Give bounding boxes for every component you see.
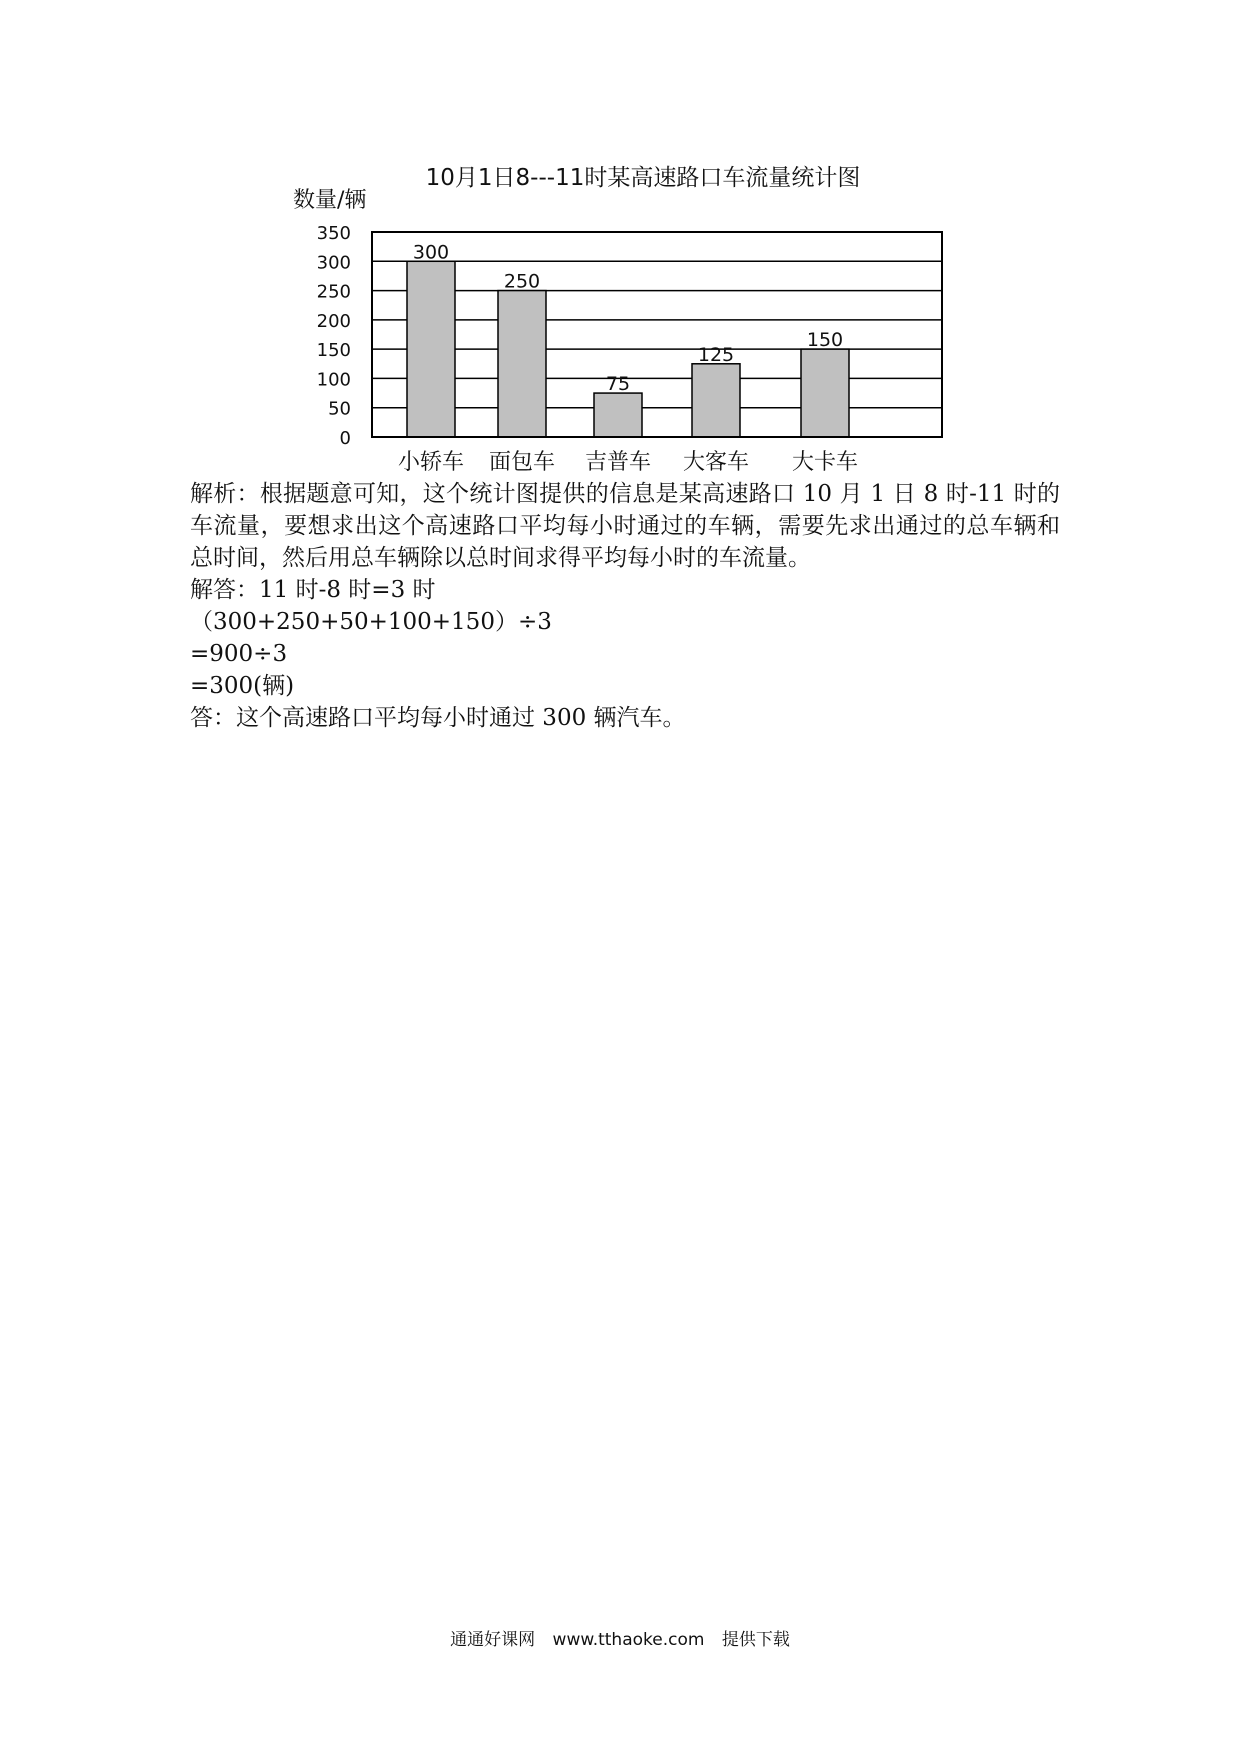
footer-site-name: 通通好课网 [450,1630,536,1650]
gridlines [372,261,942,407]
chart-title: 10月1日8---11时某高速路口车流量统计图 [425,165,861,191]
x-category-label: 大卡车 [791,450,859,475]
bar [498,291,546,437]
analysis-paragraph: 解析：根据题意可知，这个统计图提供的信息是某高速路口 10 月 1 日 8 时-11 时的车流量，要想求出这个高速路口平均每小时通过的车辆，需要先求出通过的总车辆和总时间，然后用总车辆除以总时间求得平均每小时的车流量。 [190,481,1060,571]
plot-frame [372,232,942,437]
y-tick-labels [317,223,351,449]
footer-url[interactable]: www.tthaoke.com [552,1630,705,1650]
y-tick-label: 300 [316,252,351,274]
x-category-label: 小轿车 [397,450,465,475]
y-tick-label: 250 [316,281,351,303]
y-axis-label: 数量/辆 [293,188,367,213]
data-label: 250 [503,270,541,293]
data-label: 75 [605,373,631,396]
y-tick-label: 50 [328,398,351,420]
y-tick-label: 100 [316,369,351,391]
answer-intro: 解答：11 时-8 时=3 时 [190,577,436,603]
bar-chart [0,0,1240,480]
y-tick-label: 350 [316,223,351,244]
bar [594,393,642,437]
page-footer [0,1625,1240,1650]
data-label: 125 [697,343,735,366]
x-category-label: 大客车 [682,450,750,475]
bar [407,261,455,437]
x-category-label: 面包车 [488,450,556,475]
solution-text [190,478,1070,734]
chart-svg [0,0,1240,480]
calc-step-2: =900÷3 [190,641,288,667]
y-tick-label: 200 [316,310,351,332]
x-category-label: 吉普车 [584,450,652,475]
conclusion: 答：这个高速路口平均每小时通过 300 辆汽车。 [190,705,686,731]
bar [692,364,740,437]
x-category-labels [398,450,858,475]
calc-step-1: （300+250+50+100+150）÷3 [190,609,552,635]
y-tick-label: 0 [339,428,351,449]
bar [801,349,849,437]
calc-step-3: =300(辆) [190,673,295,699]
data-labels [413,241,843,395]
y-tick-label: 150 [316,340,351,362]
footer-suffix: 提供下载 [721,1630,790,1650]
data-label: 150 [806,329,844,352]
data-label: 300 [412,241,450,264]
